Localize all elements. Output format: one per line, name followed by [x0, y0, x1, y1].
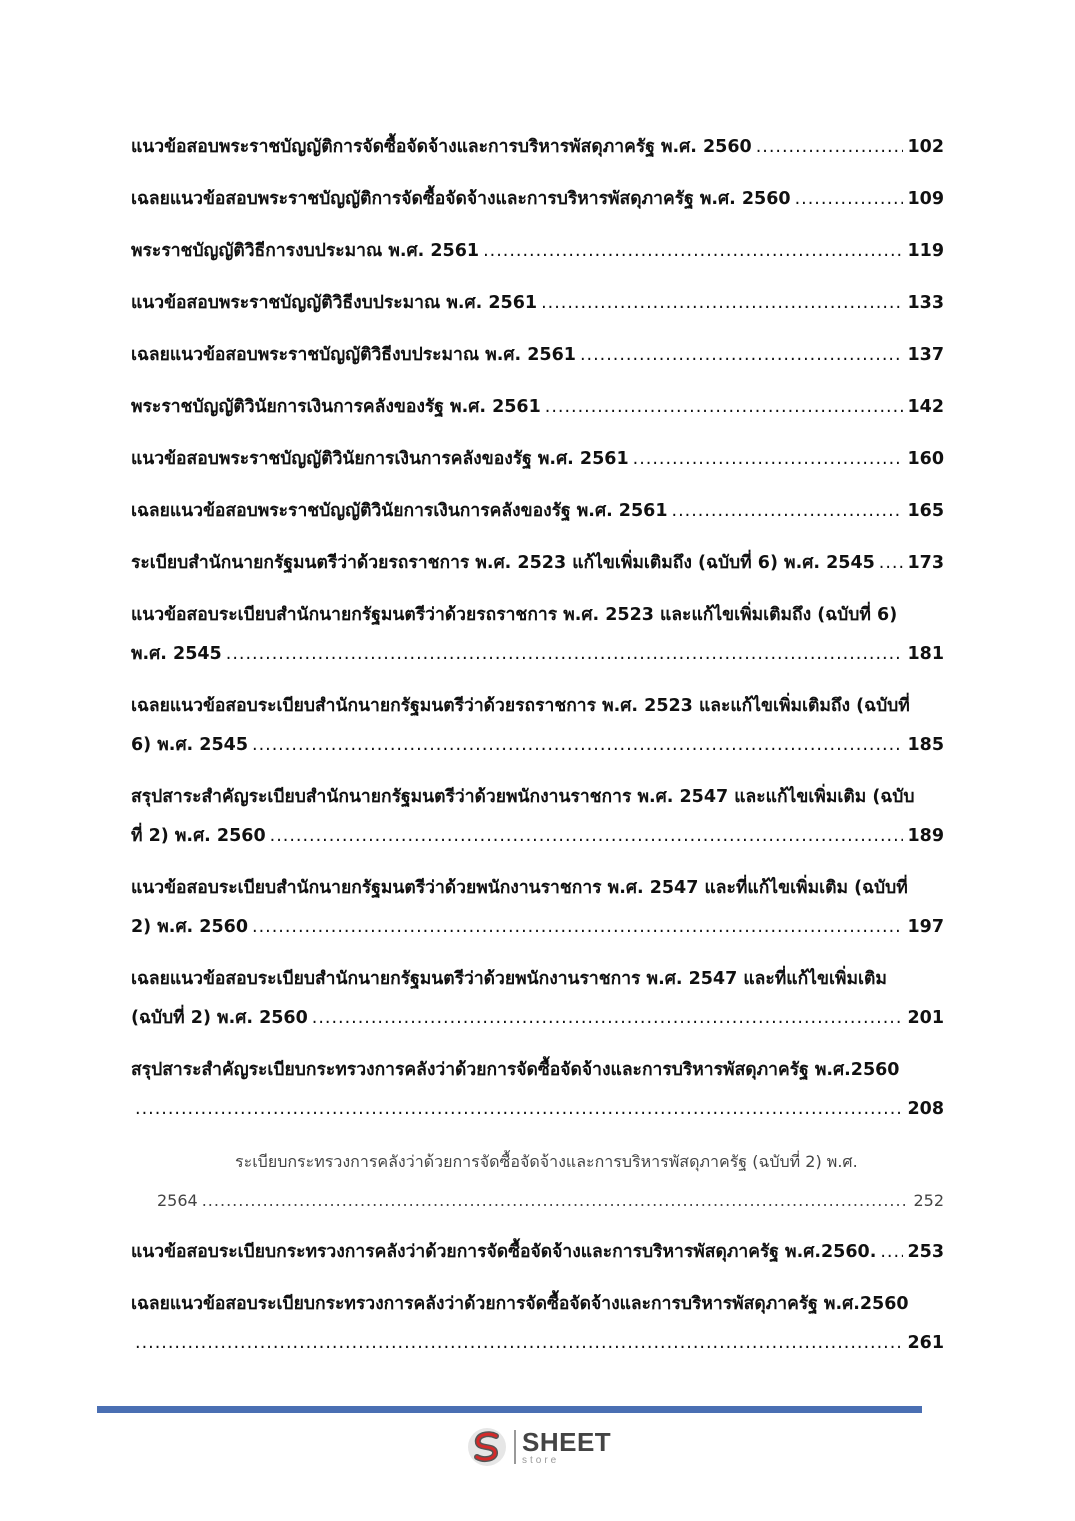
toc-title-continued: (ฉบับที่ 2) พ.ศ. 2560 — [131, 1008, 308, 1028]
logo-wordmark — [522, 1426, 612, 1466]
toc-page-number: 142 — [907, 397, 944, 417]
table-of-contents — [131, 128, 944, 1376]
toc-page-number: 173 — [907, 553, 944, 573]
toc-leader-dots — [672, 492, 904, 531]
toc-leader-dots — [483, 232, 903, 271]
toc-leader-dots — [312, 999, 904, 1038]
toc-page-number: 253 — [907, 1242, 944, 1262]
toc-leader-dots — [756, 128, 904, 167]
logo-separator — [514, 1430, 516, 1464]
toc-entry[interactable] — [131, 388, 944, 427]
toc-title: แนวข้อสอบพระราชบัญญัติวินัยการเงินการคลังของรัฐ พ.ศ. 2561 — [131, 449, 629, 469]
toc-entry[interactable] — [131, 492, 944, 531]
toc-page-number: 185 — [907, 735, 944, 755]
toc-title: พระราชบัญญัติวิธีการงบประมาณ พ.ศ. 2561 — [131, 241, 480, 261]
toc-title: แนวข้อสอบระเบียบสำนักนายกรัฐมนตรีว่าด้วยพนักงานราชการ พ.ศ. 2547 และที่แก้ไขเพิ่มเติม (ฉบับที่ — [131, 878, 908, 898]
toc-entry[interactable] — [131, 869, 944, 947]
toc-entry[interactable] — [131, 336, 944, 375]
toc-title: เฉลยแนวข้อสอบระเบียบกระทรวงการคลังว่าด้วยการจัดซื้อจัดจ้างและการบริหารพัสดุภาครัฐ พ.ศ.2560 — [131, 1294, 909, 1314]
toc-entry[interactable] — [131, 544, 944, 583]
toc-leader-dots — [545, 388, 904, 427]
toc-page-number: 137 — [907, 345, 944, 365]
toc-page-number: 208 — [907, 1099, 944, 1119]
toc-entry[interactable] — [131, 284, 944, 323]
toc-entry[interactable] — [131, 180, 944, 219]
toc-entry[interactable] — [131, 1051, 944, 1129]
toc-title: เฉลยแนวข้อสอบพระราชบัญญัติการจัดซื้อจัดจ้างและการบริหารพัสดุภาครัฐ พ.ศ. 2560 — [131, 189, 791, 209]
toc-leader-dots — [879, 544, 904, 583]
toc-leader-dots — [270, 817, 904, 856]
toc-title: แนวข้อสอบพระราชบัญญัติการจัดซื้อจัดจ้างและการบริหารพัสดุภาครัฐ พ.ศ. 2560 — [131, 137, 752, 157]
sheet-store-logo — [466, 1426, 611, 1468]
toc-page-number: 201 — [907, 1008, 944, 1028]
toc-leader-dots — [880, 1233, 903, 1272]
toc-title: เฉลยแนวข้อสอบระเบียบสำนักนายกรัฐมนตรีว่าด้วยรถราชการ พ.ศ. 2523 และแก้ไขเพิ่มเติมถึง (ฉบับที่ — [131, 696, 910, 716]
footer-divider-bar — [97, 1406, 922, 1413]
toc-title: แนวข้อสอบระเบียบกระทรวงการคลังว่าด้วยการจัดซื้อจัดจ้างและการบริหารพัสดุภาครัฐ พ.ศ.2560. — [131, 1242, 877, 1262]
toc-title: ระเบียบสำนักนายกรัฐมนตรีว่าด้วยรถราชการ พ.ศ. 2523 แก้ไขเพิ่มเติมถึง (ฉบับที่ 6) พ.ศ. 2545 — [131, 553, 875, 573]
toc-title: เฉลยแนวข้อสอบพระราชบัญญัติวินัยการเงินการคลังของรัฐ พ.ศ. 2561 — [131, 501, 668, 521]
toc-leader-dots — [580, 336, 904, 375]
toc-title: ระเบียบกระทรวงการคลังว่าด้วยการจัดซื้อจัดจ้างและการบริหารพัสดุภาครัฐ (ฉบับที่ 2) พ.ศ. — [235, 1152, 858, 1171]
toc-entry[interactable] — [131, 960, 944, 1038]
toc-title: แนวข้อสอบระเบียบสำนักนายกรัฐมนตรีว่าด้วยรถราชการ พ.ศ. 2523 และแก้ไขเพิ่มเติมถึง (ฉบับที่ 6) — [131, 605, 898, 625]
toc-entry[interactable] — [131, 1285, 944, 1363]
toc-entry[interactable] — [131, 596, 944, 674]
toc-title: พระราชบัญญัติวินัยการเงินการคลังของรัฐ พ.ศ. 2561 — [131, 397, 541, 417]
toc-entry[interactable] — [131, 1142, 944, 1220]
toc-entry[interactable] — [131, 440, 944, 479]
toc-leader-dots — [135, 1090, 903, 1129]
toc-page-number: 189 — [907, 826, 944, 846]
toc-entry[interactable] — [131, 778, 944, 856]
toc-page-number: 119 — [907, 241, 944, 261]
toc-entry[interactable] — [131, 128, 944, 167]
toc-page-number: 102 — [907, 137, 944, 157]
toc-leader-dots — [541, 284, 903, 323]
toc-entry[interactable] — [131, 687, 944, 765]
toc-page-number: 160 — [907, 449, 944, 469]
toc-leader-dots — [135, 1324, 903, 1363]
toc-entry[interactable] — [131, 232, 944, 271]
toc-title-continued: ที่ 2) พ.ศ. 2560 — [131, 826, 266, 846]
toc-page-number: 261 — [907, 1333, 944, 1353]
toc-title-continued: 6) พ.ศ. 2545 — [131, 735, 249, 755]
toc-page-number: 181 — [907, 644, 944, 664]
toc-title: สรุปสาระสำคัญระเบียบสำนักนายกรัฐมนตรีว่าด้วยพนักงานราชการ พ.ศ. 2547 และแก้ไขเพิ่มเติม (ฉบับ — [131, 787, 915, 807]
toc-title-continued: 2) พ.ศ. 2560 — [131, 917, 249, 937]
toc-title-continued: พ.ศ. 2545 — [131, 644, 222, 664]
logo-brand-subtext: store — [522, 1454, 560, 1466]
toc-page-number: 165 — [907, 501, 944, 521]
toc-page-number: 197 — [907, 917, 944, 937]
toc-title: แนวข้อสอบพระราชบัญญัติวิธีงบประมาณ พ.ศ. 2561 — [131, 293, 538, 313]
toc-leader-dots — [795, 180, 904, 219]
toc-title: เฉลยแนวข้อสอบพระราชบัญญัติวิธีงบประมาณ พ.ศ. 2561 — [131, 345, 576, 365]
toc-leader-dots — [252, 726, 903, 765]
toc-leader-dots — [202, 1181, 910, 1220]
toc-title-continued: 2564 — [157, 1191, 198, 1210]
toc-page-number: 252 — [913, 1191, 944, 1210]
sheet-s-logo-icon — [466, 1426, 508, 1468]
toc-title: สรุปสาระสำคัญระเบียบกระทรวงการคลังว่าด้วยการจัดซื้อจัดจ้างและการบริหารพัสดุภาครัฐ พ.ศ.2560 — [131, 1060, 900, 1080]
toc-entry[interactable] — [131, 1233, 944, 1272]
toc-page-number: 133 — [907, 293, 944, 313]
logo-brand-text: SHEET — [522, 1426, 612, 1457]
toc-page-number: 109 — [907, 189, 944, 209]
toc-title: เฉลยแนวข้อสอบระเบียบสำนักนายกรัฐมนตรีว่าด้วยพนักงานราชการ พ.ศ. 2547 และที่แก้ไขเพิ่มเติม — [131, 969, 887, 989]
toc-leader-dots — [226, 635, 904, 674]
toc-leader-dots — [633, 440, 904, 479]
toc-leader-dots — [252, 908, 903, 947]
